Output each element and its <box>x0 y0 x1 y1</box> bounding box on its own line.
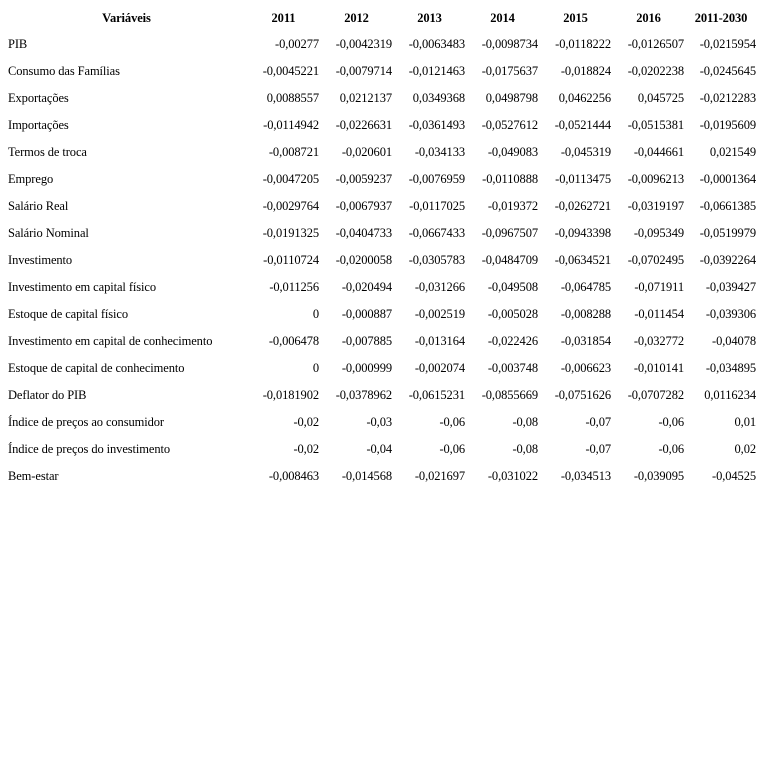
cell-value: -0,0110888 <box>482 172 538 186</box>
cell-value: -0,002074 <box>414 361 465 375</box>
cell-value: -0,0076959 <box>408 172 465 186</box>
cell-value: -0,0191325 <box>262 226 319 240</box>
row-label: Termos de troca <box>8 145 87 159</box>
cell-value: -0,0615231 <box>408 388 465 402</box>
cell-value: -0,034133 <box>414 145 465 159</box>
row-label: Salário Nominal <box>8 226 89 240</box>
cell-value: -0,0175637 <box>481 64 538 78</box>
cell-value: 0,0498798 <box>485 91 538 105</box>
table-row <box>6 463 757 490</box>
cell-value: 0,0116234 <box>704 388 756 402</box>
cell-value: 0,0349368 <box>412 91 465 105</box>
cell-value: -0,0262721 <box>554 199 611 213</box>
cell-value: -0,02 <box>293 415 319 429</box>
table-body <box>6 31 757 490</box>
cell-value: -0,0751626 <box>554 388 611 402</box>
cell-value: -0,0667433 <box>408 226 465 240</box>
table-row <box>6 274 757 301</box>
header-2011-2030: 2011-2030 <box>694 11 748 25</box>
row-label: Investimento em capital de conhecimento <box>8 334 213 348</box>
cell-value: -0,031854 <box>560 334 611 348</box>
cell-value: -0,0226631 <box>335 118 392 132</box>
cell-value: -0,0943398 <box>554 226 611 240</box>
cell-value: -0,0378962 <box>335 388 392 402</box>
cell-value: -0,0515381 <box>627 118 684 132</box>
cell-value: -0,006623 <box>560 361 611 375</box>
cell-value: 0,0462256 <box>558 91 611 105</box>
row-label: PIB <box>8 37 28 51</box>
cell-value: -0,0521444 <box>554 118 611 132</box>
cell-value: -0,031022 <box>487 469 538 483</box>
cell-value: -0,021697 <box>414 469 465 483</box>
cell-value: -0,0392264 <box>699 253 756 267</box>
cell-value: -0,00277 <box>275 37 319 51</box>
cell-value: -0,0484709 <box>481 253 538 267</box>
cell-value: -0,0047205 <box>262 172 319 186</box>
cell-value: -0,008721 <box>268 145 319 159</box>
cell-value: -0,0067937 <box>335 199 392 213</box>
row-label: Estoque de capital de conhecimento <box>8 361 185 375</box>
header-2016: 2016 <box>636 11 661 25</box>
cell-value: -0,04 <box>366 442 392 456</box>
cell-value: -0,044661 <box>633 145 684 159</box>
cell-value: -0,07 <box>585 442 611 456</box>
cell-value: -0,0707282 <box>627 388 684 402</box>
cell-value: -0,0245645 <box>699 64 756 78</box>
row-label: Deflator do PIB <box>8 388 87 402</box>
cell-value: -0,0361493 <box>408 118 465 132</box>
cell-value: -0,0096213 <box>627 172 684 186</box>
cell-value: -0,0113475 <box>555 172 611 186</box>
cell-value: -0,000887 <box>341 307 392 321</box>
cell-value: -0,0305783 <box>408 253 465 267</box>
cell-value: -0,006478 <box>268 334 319 348</box>
cell-value: -0,0967507 <box>481 226 538 240</box>
row-label: Exportações <box>8 91 69 105</box>
cell-value: -0,03 <box>366 415 392 429</box>
header-2011: 2011 <box>271 11 296 25</box>
cell-value: -0,0661385 <box>699 199 756 213</box>
cell-value: -0,049083 <box>487 145 538 159</box>
row-label: Consumo das Famílias <box>8 64 120 78</box>
row-label: Investimento em capital físico <box>8 280 156 294</box>
table-row <box>6 220 757 247</box>
table-row <box>6 112 757 139</box>
cell-value: -0,0519979 <box>699 226 756 240</box>
cell-value: -0,014568 <box>341 469 392 483</box>
cell-value: -0,0114942 <box>263 118 319 132</box>
cell-value: -0,005028 <box>487 307 538 321</box>
table-row <box>6 193 757 220</box>
cell-value: -0,0045221 <box>262 64 319 78</box>
cell-value: -0,039306 <box>705 307 756 321</box>
table-row <box>6 409 757 436</box>
row-label: Importações <box>8 118 69 132</box>
table-row <box>6 382 757 409</box>
cell-value: -0,0181902 <box>262 388 319 402</box>
cell-value: -0,034895 <box>705 361 756 375</box>
table-row <box>6 139 757 166</box>
cell-value: -0,0098734 <box>481 37 538 51</box>
cell-value: -0,011454 <box>634 307 684 321</box>
cell-value: -0,0527612 <box>481 118 538 132</box>
cell-value: -0,0063483 <box>408 37 465 51</box>
header-2013: 2013 <box>417 11 442 25</box>
cell-value: -0,0118222 <box>555 37 611 51</box>
table-row <box>6 85 757 112</box>
row-label: Salário Real <box>8 199 69 213</box>
cell-value: 0 <box>312 361 319 375</box>
cell-value: -0,0215954 <box>699 37 756 51</box>
row-label: Emprego <box>8 172 54 186</box>
cell-value: -0,0202238 <box>627 64 684 78</box>
row-label: Investimento <box>8 253 73 267</box>
cell-value: -0,0110724 <box>263 253 319 267</box>
cell-value: -0,04078 <box>712 334 756 348</box>
cell-value: -0,022426 <box>487 334 538 348</box>
table-row <box>6 58 757 85</box>
table-row <box>6 436 757 463</box>
cell-value: 0,0088557 <box>266 91 319 105</box>
cell-value: -0,04525 <box>712 469 756 483</box>
cell-value: -0,0001364 <box>699 172 756 186</box>
cell-value: -0,071911 <box>634 280 684 294</box>
cell-value: -0,07 <box>585 415 611 429</box>
header-variaveis: Variáveis <box>102 11 151 25</box>
cell-value: -0,013164 <box>414 334 465 348</box>
cell-value: -0,0059237 <box>335 172 392 186</box>
cell-value: 0,021549 <box>709 145 756 159</box>
cell-value: -0,020494 <box>341 280 392 294</box>
cell-value: -0,002519 <box>414 307 465 321</box>
cell-value: -0,020601 <box>341 145 392 159</box>
cell-value: -0,039427 <box>705 280 756 294</box>
cell-value: -0,064785 <box>560 280 611 294</box>
cell-value: -0,0117025 <box>409 199 465 213</box>
cell-value: -0,049508 <box>487 280 538 294</box>
cell-value: -0,0121463 <box>408 64 465 78</box>
cell-value: 0 <box>312 307 319 321</box>
cell-value: -0,095349 <box>633 226 684 240</box>
cell-value: -0,008463 <box>268 469 319 483</box>
cell-value: -0,08 <box>512 442 538 456</box>
cell-value: -0,031266 <box>414 280 465 294</box>
cell-value: -0,032772 <box>633 334 684 348</box>
cell-value: 0,045725 <box>637 91 684 105</box>
header-row <box>6 6 757 31</box>
cell-value: 0,01 <box>734 415 756 429</box>
cell-value: -0,0042319 <box>335 37 392 51</box>
cell-value: -0,019372 <box>487 199 538 213</box>
cell-value: -0,008288 <box>560 307 611 321</box>
header-2014: 2014 <box>490 11 515 25</box>
results-table <box>6 6 757 490</box>
cell-value: -0,0212283 <box>699 91 756 105</box>
cell-value: -0,003748 <box>487 361 538 375</box>
cell-value: -0,045319 <box>560 145 611 159</box>
row-label: Índice de preços ao consumidor <box>8 415 164 429</box>
cell-value: -0,0126507 <box>627 37 684 51</box>
table-row <box>6 31 757 58</box>
cell-value: -0,011256 <box>269 280 319 294</box>
table-row <box>6 166 757 193</box>
cell-value: 0,0212137 <box>339 91 392 105</box>
header-2015: 2015 <box>563 11 588 25</box>
cell-value: -0,0404733 <box>335 226 392 240</box>
table-row <box>6 247 757 274</box>
cell-value: -0,007885 <box>341 334 392 348</box>
cell-value: -0,06 <box>658 442 684 456</box>
cell-value: -0,034513 <box>560 469 611 483</box>
cell-value: -0,0855669 <box>481 388 538 402</box>
cell-value: -0,0029764 <box>262 199 319 213</box>
cell-value: -0,0702495 <box>627 253 684 267</box>
row-label: Bem-estar <box>8 469 59 483</box>
cell-value: -0,039095 <box>633 469 684 483</box>
row-label: Estoque de capital físico <box>8 307 129 321</box>
row-label: Índice de preços do investimento <box>8 442 171 456</box>
cell-value: -0,06 <box>658 415 684 429</box>
table-row <box>6 328 757 355</box>
cell-value: -0,0195609 <box>699 118 756 132</box>
table-row <box>6 355 757 382</box>
table-row <box>6 301 757 328</box>
cell-value: -0,0200058 <box>335 253 392 267</box>
cell-value: -0,08 <box>512 415 538 429</box>
cell-value: 0,02 <box>734 442 756 456</box>
cell-value: -0,0079714 <box>335 64 392 78</box>
cell-value: -0,0319197 <box>627 199 684 213</box>
cell-value: -0,06 <box>439 442 465 456</box>
cell-value: -0,000999 <box>341 361 392 375</box>
cell-value: -0,02 <box>293 442 319 456</box>
header-2012: 2012 <box>344 11 369 25</box>
cell-value: -0,018824 <box>560 64 611 78</box>
cell-value: -0,0634521 <box>554 253 611 267</box>
cell-value: -0,06 <box>439 415 465 429</box>
cell-value: -0,010141 <box>633 361 684 375</box>
